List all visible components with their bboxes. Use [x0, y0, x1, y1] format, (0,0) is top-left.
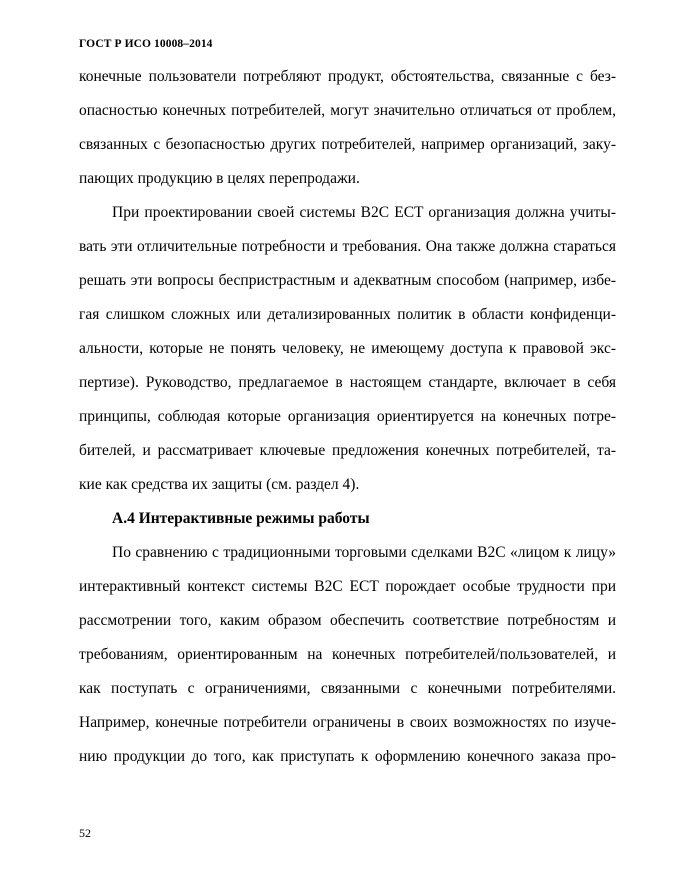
text-line: пертизе). Руководство, предлагаемое в настоящем стандарте, включает в себя — [79, 374, 616, 391]
text-line: принципы, соблюдая которые организация ориентируется на конечных потре- — [79, 408, 616, 425]
text-line: нию продукции до того, как приступать к оформлению конечного заказа про- — [79, 748, 616, 765]
text-line: конечные пользователи потребляют продукт, обстоятельства, связанные с без- — [79, 68, 616, 85]
text-line: решать эти вопросы беспристрастным и адекватным способом (например, избе- — [79, 272, 616, 289]
text-line: бителей, и рассматривает ключевые предложения конечных потребителей, та- — [79, 442, 616, 459]
page-number: 52 — [79, 826, 91, 840]
text-line: интерактивный контекст системы B2C ECT порождает особые трудности при — [79, 578, 616, 595]
text-line: По сравнению с традиционными торговыми сделками B2C «лицом к лицу» — [112, 544, 616, 561]
text-line: связанных с безопасностью других потребителей, например организаций, заку- — [79, 136, 616, 153]
document-header: ГОСТ Р ИСО 10008–2014 — [79, 38, 213, 50]
text-line: При проектировании своей системы B2C ECT организация должна учиты- — [112, 204, 616, 221]
text-line: кие как средства их защиты (см. раздел 4). — [79, 476, 360, 493]
section-heading: А.4 Интерактивные режимы работы — [112, 510, 370, 527]
text-line: требованиям, ориентированным на конечных потребителей/пользователей, и — [79, 646, 616, 663]
text-line: пающих продукцию в целях перепродажи. — [79, 170, 360, 187]
text-line: гая слишком сложных или детализированных политик в области конфиденци- — [79, 306, 616, 323]
text-line: опасностью конечных потребителей, могут значительно отличаться от проблем, — [79, 102, 616, 119]
text-line: вать эти отличительные потребности и требования. Она также должна стараться — [79, 238, 616, 255]
text-line: Например, конечные потребители ограничены в своих возможностях по изуче- — [79, 714, 616, 731]
document-body — [79, 60, 616, 774]
text-line: как поступать с ограничениями, связанными с конечными потребителями. — [79, 680, 616, 697]
text-line: рассмотрении того, каким образом обеспечить соответствие потребностям и — [79, 612, 616, 629]
text-line: альности, которые не понять человеку, не имеющему доступа к правовой экс- — [79, 340, 616, 357]
